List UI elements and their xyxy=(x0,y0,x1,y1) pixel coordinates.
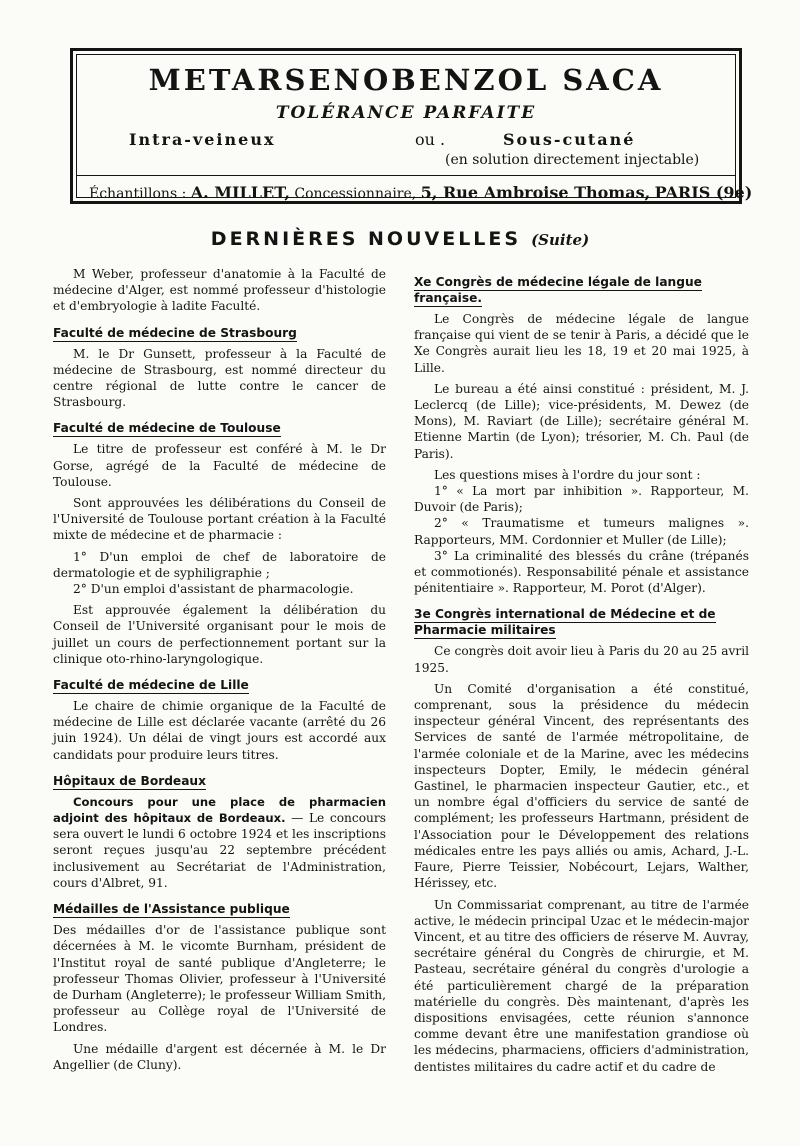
toulouse-item-1: 1° D'un emploi de chef de laboratoire de dermatologie et de syphiligraphie ; xyxy=(53,549,386,580)
section-title-lille: Faculté de médecine de Lille xyxy=(53,678,249,693)
congres-legale-item-2: 2° « Traumatisme et tumeurs malignes ». Rapporteurs, MM. Cordonnier et Muller (de Lille); xyxy=(414,516,749,547)
ad-note: (en solution directement injectable) xyxy=(445,152,700,168)
section-title-bordeaux: Hôpitaux de Bordeaux xyxy=(53,773,206,788)
toulouse-item-2: 2° D'un emploi d'assistant de pharmacologie. xyxy=(73,582,354,597)
bordeaux-paragraph xyxy=(53,794,386,891)
bordeaux-text: — Le concours sera ouvert le lundi 6 octobre 1924 et les inscriptions seront reçues jusqu'au 22 septembre précédent inclusivement au Secrétariat de l'Administration, cours d'Albret, 91. xyxy=(53,811,386,890)
lille-paragraph: Le chaire de chimie organique de la Faculté de médecine de Lille est déclarée vacante (arrêté du 26 juin 1924). Un délai de vingt jours est accordé aux candidats pour produire leurs titres. xyxy=(53,699,386,762)
left-column xyxy=(53,266,386,1078)
section-title-congres-militaire: 3e Congrès international de Médecine et de Pharmacie militaires xyxy=(414,607,716,638)
advertisement-inner-frame xyxy=(76,54,753,202)
ad-footer-role: Concessionnaire, xyxy=(294,186,417,202)
congres-legale-paragraph-2: Le bureau a été ainsi constitué : président, M. J. Leclercq (de Lille); vice-présidents, M. Dewez (de Mons), M. Raviart (de Lille); secrétaire général M. Etienne Martin (de Lyon); trésorier, M. Ch. Paul (de Paris). xyxy=(414,381,749,461)
ad-subtitle: TOLÉRANCE PARFAITE xyxy=(275,103,537,123)
ad-divider xyxy=(77,175,735,176)
right-column xyxy=(414,266,749,1080)
ad-footer-prefix: Échantillons : xyxy=(89,186,187,202)
ad-footer-name: A. MILLET, xyxy=(190,183,290,202)
ad-title: METARSENOBENZOL SACA xyxy=(148,63,664,97)
ad-footer xyxy=(89,183,752,202)
page-title-text: DERNIÈRES NOUVELLES xyxy=(210,228,522,250)
congres-militaire-paragraph-1: Ce congrès doit avoir lieu à Paris du 20 au 25 avril 1925. xyxy=(414,644,749,675)
section-title-medailles: Médailles de l'Assistance publique xyxy=(53,902,290,917)
congres-legale-item-1: 1° « La mort par inhibition ». Rapporteur, M. Duvoir (de Paris); xyxy=(414,484,749,515)
medailles-paragraph-2: Une médaille d'argent est décernée à M. le Dr Angellier (de Cluny). xyxy=(53,1041,386,1072)
toulouse-paragraph-1: Le titre de professeur est conféré à M. le Dr Gorse, agrégé de la Faculté de médecine de Toulouse. xyxy=(53,442,386,489)
section-title-toulouse: Faculté de médecine de Toulouse xyxy=(53,421,281,436)
page-title xyxy=(0,228,800,250)
ad-footer-city: PARIS (9e) xyxy=(654,183,753,202)
section-title-strasbourg: Faculté de médecine de Strasbourg xyxy=(53,325,297,340)
medailles-paragraph-1: Des médailles d'or de l'assistance publique sont décernées à M. le vicomte Burnham, président de l'Institut royal de santé publique d'Angleterre; le professeur Thomas Olivier, professeur à l'Université de Durham (Angleterre); le professeur William Smith, professeur au Collège royal de l'Université de Londres. xyxy=(53,923,386,1035)
strasbourg-paragraph: M. le Dr Gunsett, professeur à la Faculté de médecine de Strasbourg, est nommé directeur du centre régional de lutte contre le cancer de Strasbourg. xyxy=(53,346,386,410)
ad-route-left: Intra-veineux xyxy=(129,130,276,149)
page-title-suffix: (Suite) xyxy=(531,231,590,249)
toulouse-paragraph-3: Est approuvée également la délibération du Conseil de l'Université organisant pour le mois de juillet un cours de perfectionnement portant sur la clinique oto-rhino-laryngologique. xyxy=(53,603,386,666)
toulouse-paragraph-2: Sont approuvées les délibérations du Conseil de l'Université de Toulouse portant création à la Faculté mixte de médecine et de pharmacie : xyxy=(53,496,386,543)
congres-militaire-paragraph-2: Un Comité d'organisation a été constitué, comprenant, sous la présidence du médecin inspecteur général Vincent, des représentants des Services de santé de l'armée métropolitaine, de l'armée coloniale et de la Marine, avec les médecins inspecteurs Dopter, Emily, le médecin général Gastinel, le pharmacien inspecteur Gautier, etc., et un nombre égal d'officiers du service de santé de complément; les professeurs Hartmann, président de l'Association pour le Développement des relations médicales entre les pays alliés ou amis, Achard, J.-L. Faure, Pierre Teissier, Nobécourt, Lejars, Walther, Hérissey, etc. xyxy=(414,681,749,891)
section-title-congres-legale: Xe Congrès de médecine légale de langue française. xyxy=(414,275,702,305)
ad-route-right: Sous-cutané xyxy=(503,130,636,149)
advertisement-box xyxy=(70,48,753,204)
intro-paragraph: M Weber, professeur d'anatomie à la Faculté de médecine d'Alger, est nommé professeur d'histologie et d'embryologie à ladite Faculté. xyxy=(53,267,386,314)
bordeaux-lead: Concours pour une place de pharmacien adjoint des hôpitaux de Bordeaux. xyxy=(53,794,386,826)
congres-legale-paragraph-3: Les questions mises à l'ordre du jour sont : xyxy=(434,467,701,482)
ad-route-or: ou . xyxy=(415,130,446,149)
ad-footer-address: 5, Rue Ambroise Thomas, xyxy=(420,183,651,202)
congres-militaire-paragraph-3: Un Commissariat comprenant, au titre de l'armée active, le médecin principal Uzac et le médecin-major Vincent, et au titre des officiers de réserve M. Auvray, secrétaire général du Congrès de chirurgie, et M. Pasteau, secrétaire général du congrès d'urologie a été particulièrement chargé de la préparation matérielle du congrès. Dès maintenant, d'après les dispositions envisagées, cette réunion s'annonce comme devant être une manifestation grandiose où les médecins, pharmaciens, officiers d'administration, dentistes militaires du cadre actif et du cadre de xyxy=(414,897,749,1074)
congres-legale-paragraph-1: Le Congrès de médecine légale de langue française qui vient de se tenir à Paris, a décidé que le Xe Congrès aurait lieu les 18, 19 et 20 mai 1925, à Lille. xyxy=(414,312,749,375)
congres-legale-item-3: 3° La criminalité des blessés du crâne (trépanés et commotionés). Responsabilité pénale et assistance pénitentiaire ». Rapporteur, M. Porot (d'Alger). xyxy=(414,548,749,596)
